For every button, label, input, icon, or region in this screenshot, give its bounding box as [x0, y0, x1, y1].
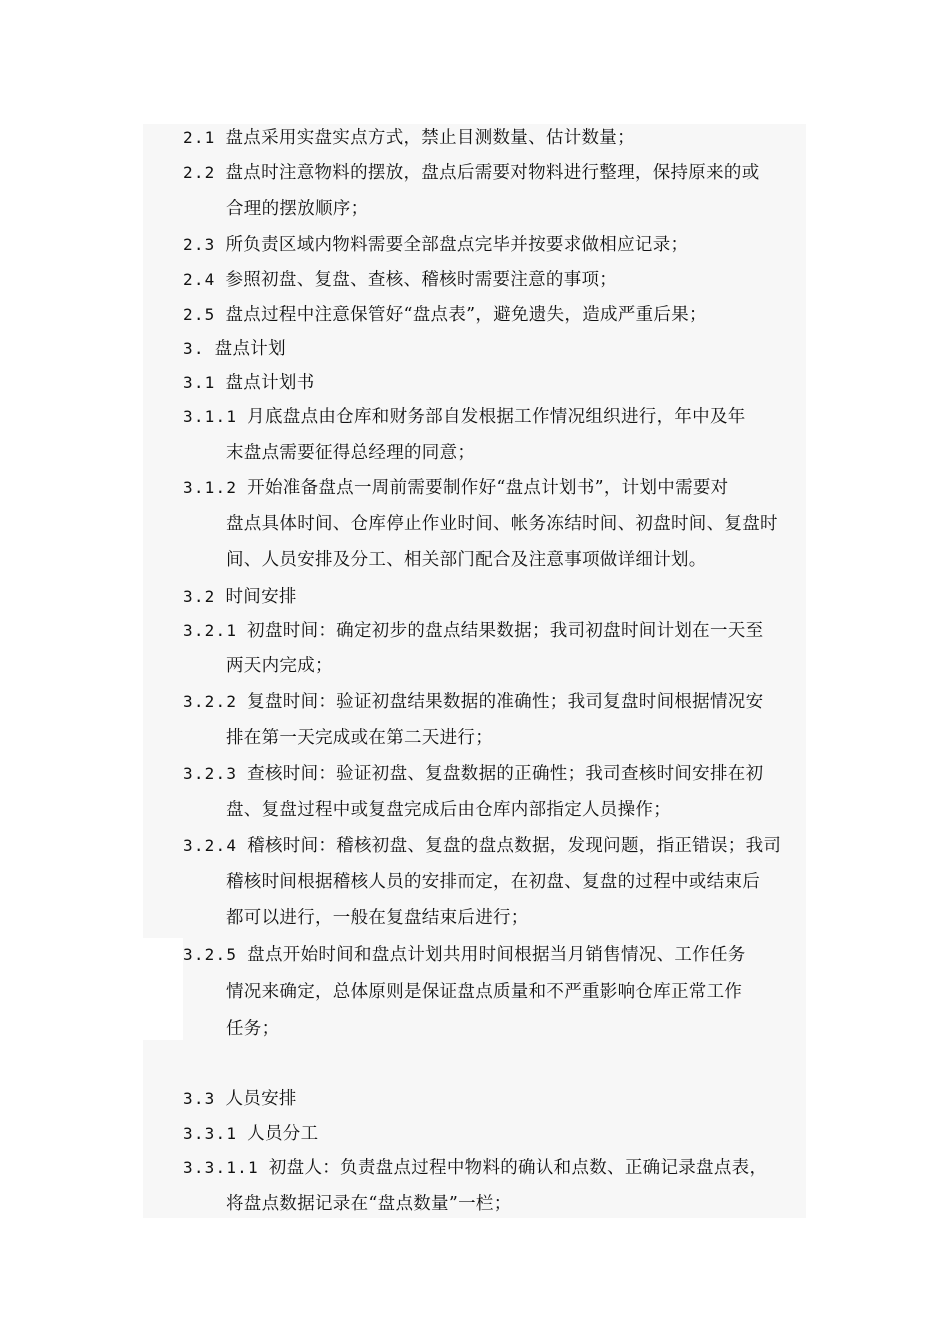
line-text: 任务；: [226, 1019, 280, 1039]
section-number: 3.2: [183, 587, 216, 606]
text-line: [226, 727, 493, 749]
section-number: 3.2.5: [183, 945, 238, 964]
line-text: 盘点采用实盘实点方式，禁止目测数量、估计数量；: [225, 128, 635, 148]
line-text: 盘点计划: [214, 339, 286, 359]
line-text: 排在第一天完成或在第二天进行；: [226, 728, 493, 748]
line-text: 将盘点数据记录在“盘点数量”一栏；: [226, 1194, 512, 1214]
line-text: 复盘时间：验证初盘结果数据的准确性；我司复盘时间根据情况安: [247, 692, 764, 712]
line-text: 末盘点需要征得总经理的同意；: [226, 443, 476, 463]
line-text: 所负责区域内物料需要全部盘点完毕并按要求做相应记录；: [225, 235, 689, 255]
text-line: [226, 799, 671, 821]
text-line: [226, 513, 778, 535]
line-text: 情况来确定，总体原则是保证盘点质量和不严重影响仓库正常工作: [226, 982, 743, 1002]
text-line: [183, 304, 707, 326]
line-text: 初盘时间：确定初步的盘点结果数据；我司初盘时间计划在一天至: [247, 621, 764, 641]
text-line: [183, 127, 635, 149]
section-number: 2.5: [183, 305, 216, 324]
section-number: 3.3: [183, 1089, 216, 1108]
text-line: [183, 691, 763, 713]
line-text: 时间安排: [225, 587, 297, 607]
text-line: [183, 477, 728, 499]
line-text: 合理的摆放顺序；: [226, 199, 369, 219]
text-line: [183, 620, 763, 642]
line-text: 查核时间：验证初盘、复盘数据的正确性；我司查核时间安排在初: [247, 764, 764, 784]
line-text: 月底盘点由仓库和财务部自发根据工作情况组织进行，年中及年: [247, 407, 746, 427]
section-number: 3.2.2: [183, 692, 238, 711]
section-number: 2.1: [183, 128, 216, 147]
text-line: [226, 1018, 279, 1040]
text-line: [183, 234, 688, 256]
text-line: [183, 338, 286, 360]
line-text: 盘点具体时间、仓库停止作业时间、帐务冻结时间、初盘时间、复盘时: [226, 514, 778, 534]
text-line: [226, 907, 529, 929]
text-line: [183, 944, 746, 966]
section-number: 3.2.1: [183, 621, 238, 640]
text-line: [183, 269, 617, 291]
section-number: 2.4: [183, 270, 216, 289]
section-number: 3.1.2: [183, 478, 238, 497]
section-number: 3.2.4: [183, 836, 238, 855]
text-line: [183, 1123, 318, 1145]
line-text: 盘点开始时间和盘点计划共用时间根据当月销售情况、工作任务: [247, 945, 746, 965]
section-number: 2.2: [183, 163, 216, 182]
section-number: 3.: [183, 339, 205, 358]
section-number: 3.3.1: [183, 1124, 238, 1143]
text-line: [183, 835, 781, 857]
text-line: [183, 763, 763, 785]
line-text: 盘点过程中注意保管好“盘点表”，避免遗失，造成严重后果；: [225, 305, 707, 325]
section-number: 3.1.1: [183, 407, 238, 426]
text-line: [183, 372, 315, 394]
section-number: 3.3.1.1: [183, 1158, 259, 1177]
line-text: 盘、复盘过程中或复盘完成后由仓库内部指定人员操作；: [226, 800, 671, 820]
text-line: [183, 1088, 297, 1110]
line-text: 参照初盘、复盘、查核、稽核时需要注意的事项；: [225, 270, 618, 290]
line-text: 稽核时间根据稽核人员的安排而定，在初盘、复盘的过程中或结束后: [226, 872, 760, 892]
line-text: 初盘人：负责盘点过程中物料的确认和点数、正确记录盘点表，: [268, 1158, 768, 1178]
section-number: 2.3: [183, 235, 216, 254]
section-number: 3.1: [183, 373, 216, 392]
text-line: [226, 981, 742, 1003]
text-line: [226, 1193, 512, 1215]
line-text: 间、人员安排及分工、相关部门配合及注意事项做详细计划。: [226, 550, 707, 570]
line-text: 都可以进行，一般在复盘结束后进行；: [226, 908, 529, 928]
text-line: [226, 198, 368, 220]
text-line: [183, 162, 760, 184]
text-line: [226, 442, 475, 464]
text-line: [226, 655, 333, 677]
line-text: 人员分工: [247, 1124, 319, 1144]
line-text: 开始准备盘点一周前需要制作好“盘点计划书”，计划中需要对: [247, 478, 729, 498]
line-text: 人员安排: [225, 1089, 297, 1109]
line-text: 盘点计划书: [225, 373, 315, 393]
text-line: [183, 1157, 767, 1179]
text-line: [226, 871, 760, 893]
text-line: [183, 586, 297, 608]
line-text: 盘点时注意物料的摆放，盘点后需要对物料进行整理，保持原来的或: [225, 163, 760, 183]
text-line: [183, 406, 746, 428]
line-text: 稽核时间：稽核初盘、复盘的盘点数据，发现问题，指正错误；我司: [247, 836, 782, 856]
section-number: 3.2.3: [183, 764, 238, 783]
line-text: 两天内完成；: [226, 656, 333, 676]
text-line: [226, 549, 707, 571]
